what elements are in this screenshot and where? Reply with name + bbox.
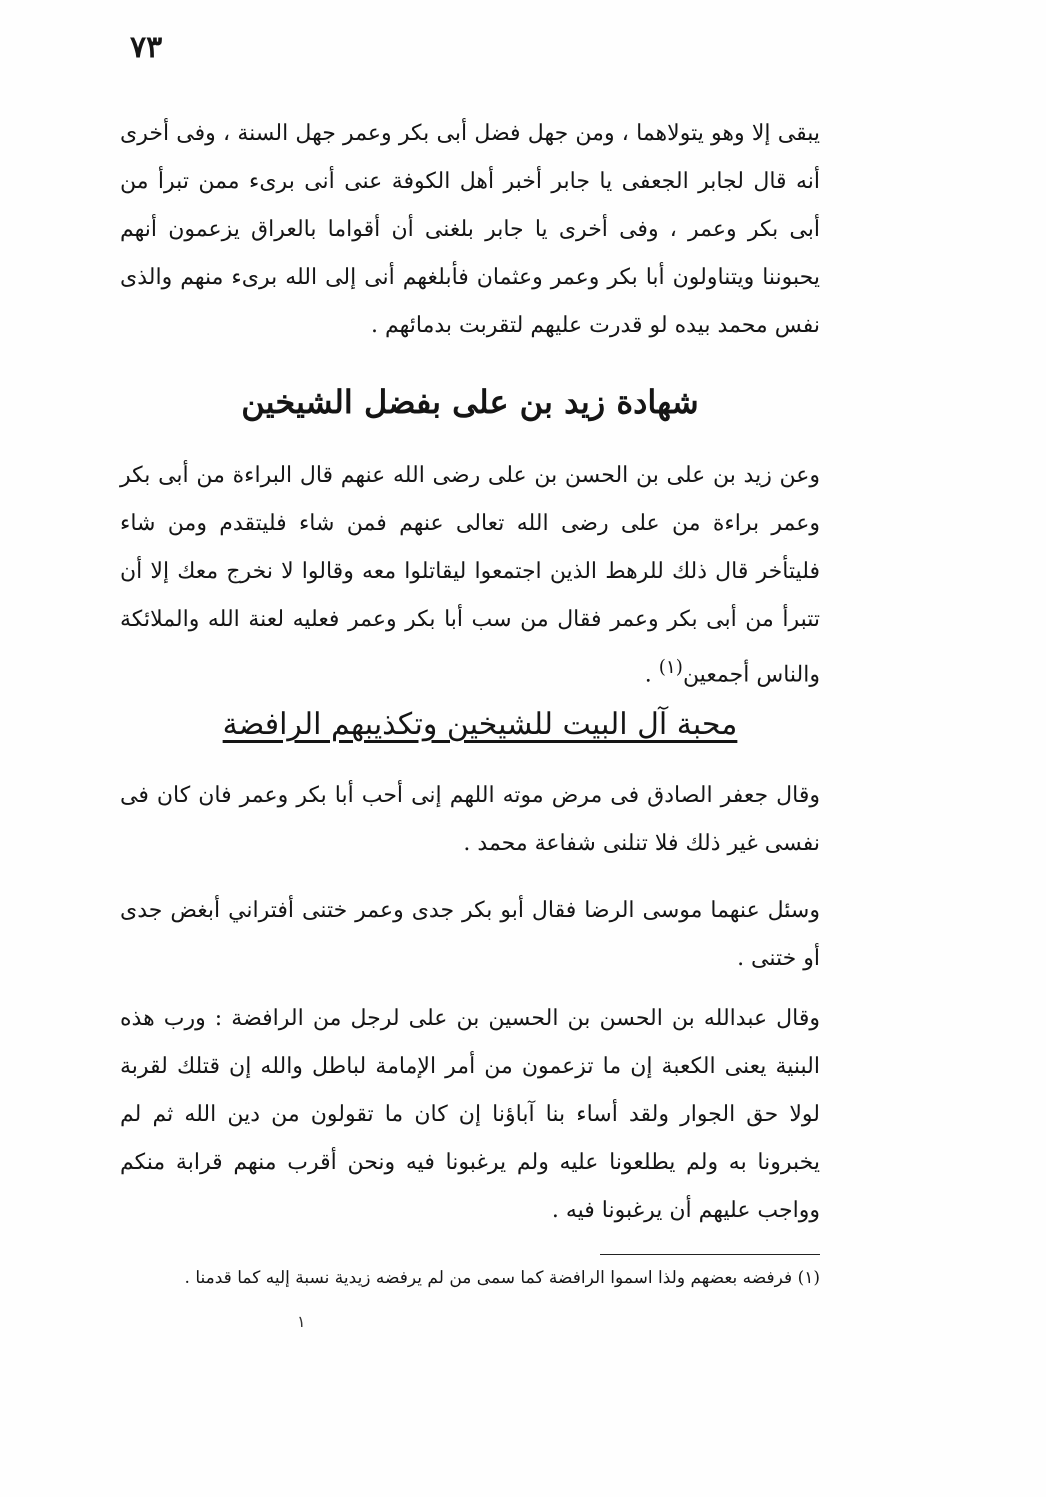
paragraph-2-text (120, 452, 820, 699)
paragraph-2-end: . (644, 662, 659, 688)
stray-mark: ١ (297, 1312, 306, 1331)
paragraph-3 (120, 772, 820, 868)
paragraph-2 (120, 452, 820, 699)
footnote: (١) فرفضه بعضهم ولذا اسموا الرافضة كما سمى من لم يرفضه زيدية نسبة إليه كما قدمنا . (184, 1268, 820, 1288)
paragraph-5-text: وقال عبدالله بن الحسن بن الحسين بن على لرجل من الرافضة : ورب هذه البنية يعنى الكعبة إن ما تزعمون من أمر الإمامة لباطل والله إن قتلك لقربة لولا حق الجوار ولقد أساء بنا آباؤنا إن كان ما تقولون من دين الله ثم لم يخبرونا به ولم يطلعونا عليه ولم يرغبونا فيه ونحن أقرب منهم قرابة منكم وواجب عليهم أن يرغبونا فيه . (120, 1006, 820, 1223)
footnote-divider (600, 1254, 820, 1255)
section-heading-ahl-al-bayt: محبة آل البيت للشيخين وتكذيبهم الرافضة (222, 707, 738, 742)
paragraph-1 (120, 110, 820, 350)
page-number: ٧٣ (130, 30, 163, 65)
paragraph-5 (120, 995, 820, 1235)
paragraph-1-text: يبقى إلا وهو يتولاهما ، ومن جهل فضل أبى بكر وعمر جهل السنة ، وفى أخرى أنه قال لجابر الجعفى يا جابر أخبر أهل الكوفة عنى أنى برىء ممن تبرأ من أبى بكر وعمر ، وفى أخرى يا جابر بلغنى أن أقواما بالعراق يزعمون أنهم يحبوننا ويتناولون أبا بكر وعمر وعثمان فأبلغهم أنى إلى الله برىء منهم والذى نفس محمد بيده لو قدرت عليهم لتقربت بدمائهم . (120, 121, 820, 338)
paragraph-4-text: وسئل عنهما موسى الرضا فقال أبو بكر جدى وعمر ختنى أفتراني أبغض جدى أو ختنى . (120, 898, 820, 971)
footnote-reference: (١) (658, 657, 683, 678)
paragraph-4 (120, 887, 820, 983)
section-heading-zayd: شهادة زيد بن على بفضل الشيخين (241, 383, 699, 421)
paragraph-3-text: وقال جعفر الصادق فى مرض موته اللهم إنى أحب أبا بكر وعمر فان كان فى نفسى غير ذلك فلا تنلنى شفاعة محمد . (120, 783, 820, 856)
paragraph-2-body: وعن زيد بن على بن الحسن بن على رضى الله عنهم قال البراءة من أبى بكر وعمر براءة من على رضى الله تعالى عنهم فمن شاء فليتقدم ومن شاء فليتأخر قال ذلك للرهط الذين اجتمعوا ليقاتلوا معه وقالوا لا نخرج معك إلا أن تتبرأ من أبى بكر وعمر فقال من سب أبا بكر وعمر فعليه لعنة الله والملائكة والناس أجمعين (120, 463, 820, 688)
